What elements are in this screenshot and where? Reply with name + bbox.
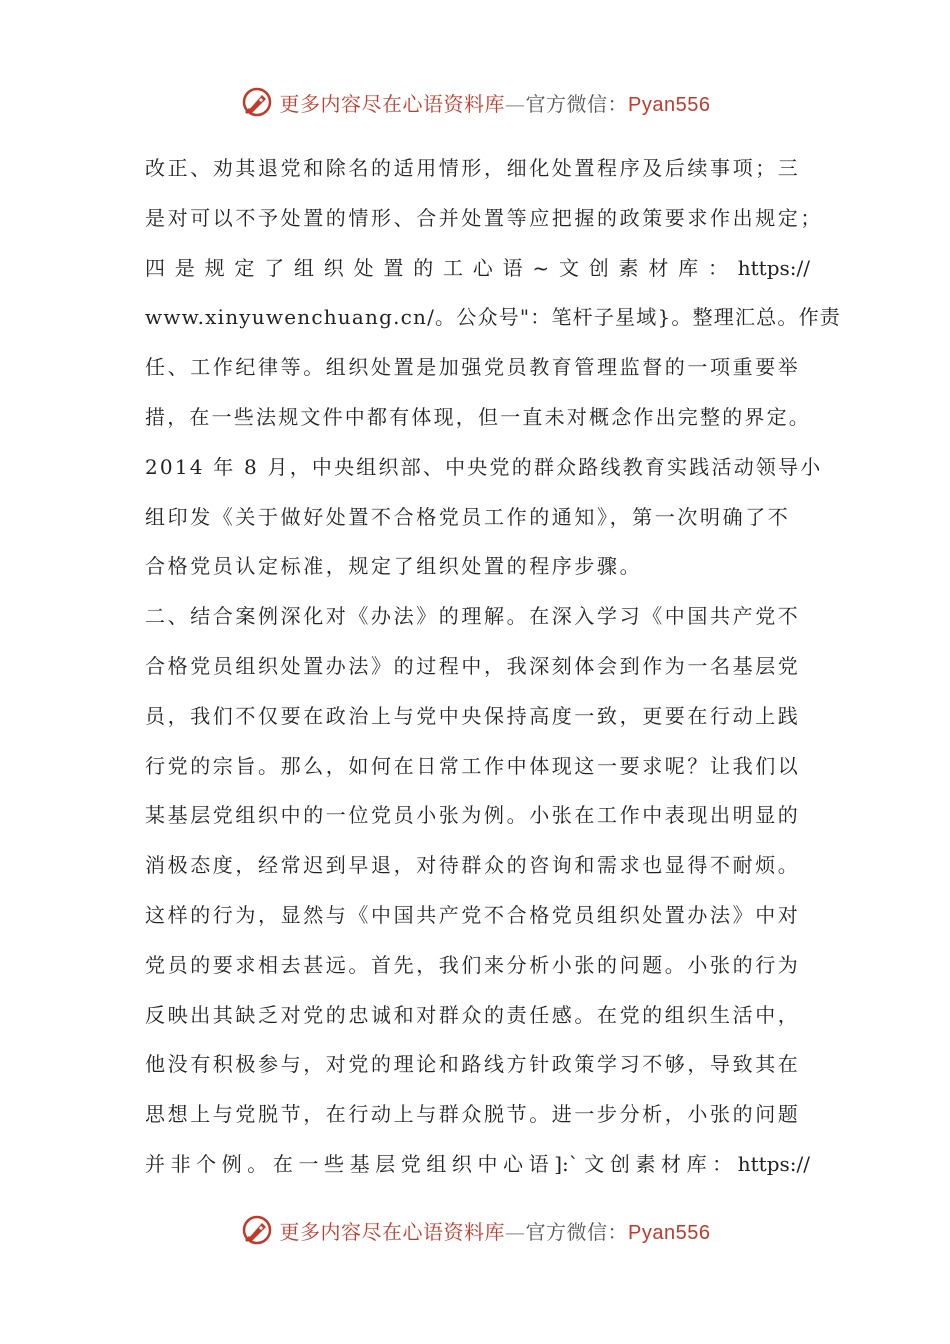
body-line: 这样的行为，显然与《中国共产党不合格党员组织处置办法》中对 <box>145 902 801 927</box>
body-line: 并非个例。在一些基层党组织中心语]:`文创素材库：https:// <box>145 1151 810 1176</box>
body-line: 思想上与党脱节，在行动上与群众脱节。进一步分析，小张的问题 <box>145 1102 801 1127</box>
footer-wechat-id: Pyan556 <box>628 1221 711 1244</box>
body-line: 消极态度，经常迟到早退，对待群众的咨询和需求也显得不耐烦。 <box>145 853 801 878</box>
body-line: 组印发《关于做好处置不合格党员工作的通知》，第一次明确了不 <box>145 504 791 529</box>
header-brand <box>280 88 711 117</box>
page-footer-banner <box>0 1210 950 1250</box>
header-brand-name: 更多内容尽在心语资料库 <box>279 91 506 116</box>
body-line: 员，我们不仅要在政治上与党中央保持高度一致，更要在行动上践 <box>145 703 801 728</box>
body-line: 合格党员认定标准，规定了组织处置的程序步骤。 <box>145 554 643 579</box>
body-line: 四是规定了组织处置的工心语~文创素材库：https:// <box>145 255 810 280</box>
body-line: 是对可以不予处置的情形、合并处置等应把握的政策要求作出规定； <box>145 205 823 230</box>
body-line: 2014 年 8 月，中央组织部、中央党的群众路线教育实践活动领导小 <box>145 454 823 479</box>
footer-wechat-label: 官方微信： <box>525 1219 629 1244</box>
body-line: 党员的要求相去甚远。首先，我们来分析小张的问题。小张的行为 <box>145 952 801 977</box>
footer-brand <box>280 1216 711 1245</box>
body-line: 他没有积极参与，对党的理论和路线方针政策学习不够，导致其在 <box>145 1052 801 1077</box>
header-wechat-id: Pyan556 <box>628 93 711 116</box>
header-separator: — <box>505 91 526 116</box>
body-line: 二、结合案例深化对《办法》的理解。在深入学习《中国共产党不 <box>145 604 801 629</box>
body-line: 措，在一些法规文件中都有体现，但一直未对概念作出完整的界定。 <box>145 404 811 429</box>
body-line: 改正、劝其退党和除名的适用情形，细化处置程序及后续事项；三 <box>145 156 801 180</box>
body-line: 行党的宗旨。那么，如何在日常工作中体现这一要求呢？让我们以 <box>145 753 801 778</box>
body-line: 反映出其缺乏对党的忠诚和对群众的责任感。在党的组织生活中， <box>145 1002 801 1027</box>
page-header-banner <box>0 82 950 122</box>
header-wechat-label: 官方微信： <box>525 91 629 116</box>
pen-nib-logo-icon <box>240 1213 274 1247</box>
footer-separator: — <box>505 1219 526 1244</box>
body-line: 某基层党组织中的一位党员小张为例。小张在工作中表现出明显的 <box>145 803 801 828</box>
document-body <box>145 150 841 1196</box>
body-line: 任、工作纪律等。组织处置是加强党员教育管理监督的一项重要举 <box>145 355 801 380</box>
body-line: 合格党员组织处置办法》的过程中，我深刻体会到作为一名基层党 <box>145 653 801 678</box>
pen-nib-logo-icon <box>240 85 274 119</box>
body-line: www.xinyuwenchuang.cn/。公众号"：笔杆子星域}。整理汇总。作责 <box>145 305 841 330</box>
footer-brand-name: 更多内容尽在心语资料库 <box>279 1219 506 1244</box>
